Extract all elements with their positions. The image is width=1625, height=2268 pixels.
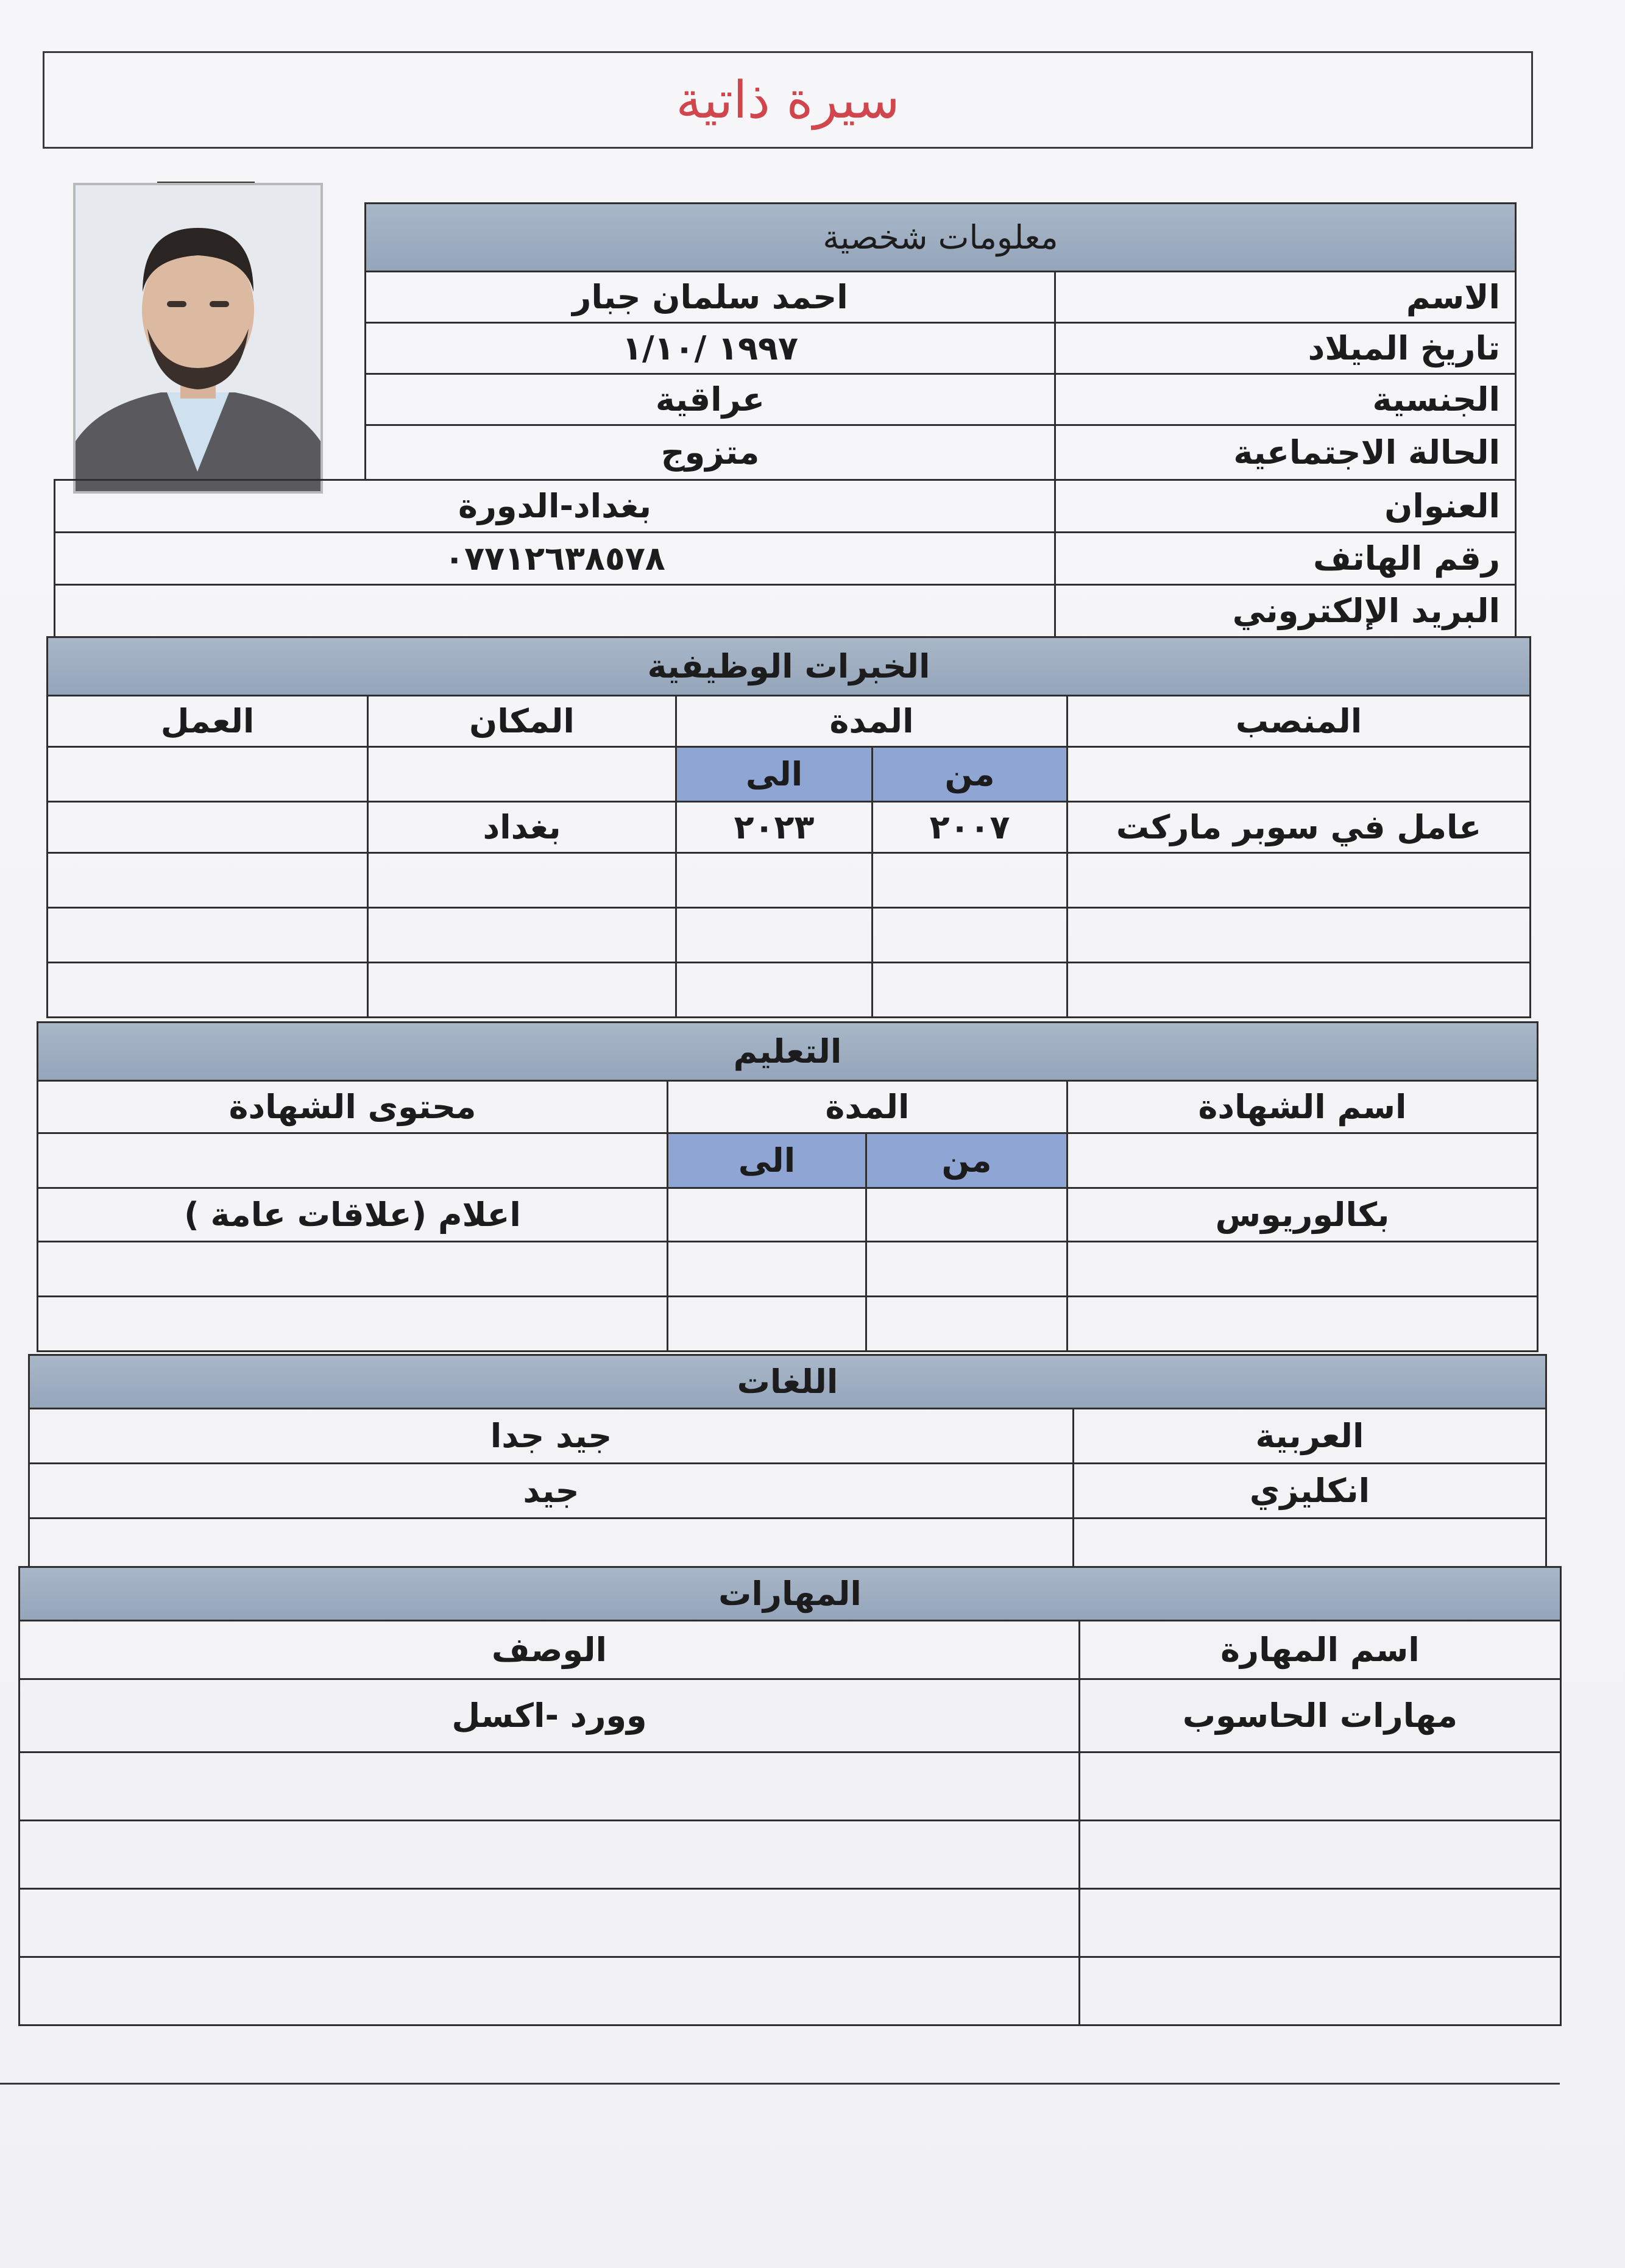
from-value: ٢٠٠٧: [873, 802, 1067, 853]
table-cell: [1080, 1889, 1561, 1957]
table-row: [48, 853, 1531, 908]
col-duration: المدة: [676, 696, 1067, 747]
cv-title: سيرة ذاتية: [676, 70, 900, 130]
table-cell: [1067, 963, 1531, 1018]
from-value: [866, 1188, 1067, 1242]
birthdate-label: تاريخ الميلاد: [1055, 323, 1516, 374]
table-cell: [38, 1133, 668, 1188]
table-cell: [48, 853, 368, 908]
table-cell: [668, 1297, 866, 1352]
table-cell: [1074, 1518, 1546, 1573]
phone-label: رقم الهاتف: [1055, 533, 1516, 585]
table-row: [19, 1889, 1561, 1957]
experience-header: الخبرات الوظيفية: [48, 637, 1531, 696]
personal-info-table: [54, 202, 1517, 638]
table-row: [48, 802, 1531, 853]
to-value: [668, 1188, 866, 1242]
birthdate-value: ١٩٩٧ /١/١٠: [366, 323, 1055, 374]
address-value: بغداد-الدورة: [55, 480, 1055, 533]
table-row: [29, 1464, 1546, 1518]
table-cell: [873, 963, 1067, 1018]
table-cell: [676, 963, 873, 1018]
table-cell: [668, 1242, 866, 1297]
col-duration: المدة: [668, 1081, 1067, 1133]
personal-info-header: معلومات شخصية: [366, 204, 1516, 272]
content-value: اعلام (علاقات عامة ): [38, 1188, 668, 1242]
photo-spacer: [55, 374, 366, 425]
title-box: [43, 51, 1533, 149]
table-cell: [873, 853, 1067, 908]
table-cell: [38, 1242, 668, 1297]
language-level: جيد جدا: [29, 1409, 1074, 1464]
table-row: [19, 1679, 1561, 1752]
nationality-label: الجنسية: [1055, 374, 1516, 425]
table-row: [29, 1409, 1546, 1464]
table-cell: [19, 1957, 1080, 2025]
skills-header: المهارات: [19, 1567, 1561, 1621]
to-value: ٢٠٢٣: [676, 802, 873, 853]
table-cell: [1067, 1242, 1538, 1297]
language-name: انكليزي: [1074, 1464, 1546, 1518]
degree-value: بكالوريوس: [1067, 1188, 1538, 1242]
table-cell: [19, 1821, 1080, 1889]
table-row: [38, 1188, 1538, 1242]
name-value: احمد سلمان جبار: [366, 272, 1055, 323]
table-cell: [48, 747, 368, 802]
table-cell: [368, 747, 676, 802]
table-cell: [1067, 1297, 1538, 1352]
table-cell: [368, 853, 676, 908]
education-header: التعليم: [38, 1022, 1538, 1081]
col-from: من: [873, 747, 1067, 802]
table-cell: [48, 908, 368, 963]
name-label: الاسم: [1055, 272, 1516, 323]
table-cell: [676, 853, 873, 908]
table-row: [19, 1957, 1561, 2025]
table-cell: [1067, 747, 1531, 802]
table-cell: [48, 963, 368, 1018]
table-cell: [866, 1297, 1067, 1352]
table-cell: [19, 1752, 1080, 1821]
table-cell: [1080, 1821, 1561, 1889]
bottom-rule: [0, 2083, 1560, 2085]
col-skill-desc: الوصف: [19, 1621, 1080, 1679]
col-degree: اسم الشهادة: [1067, 1081, 1538, 1133]
col-from: من: [866, 1133, 1067, 1188]
table-cell: [866, 1242, 1067, 1297]
col-skill-name: اسم المهارة: [1080, 1621, 1561, 1679]
table-cell: [38, 1297, 668, 1352]
col-place: المكان: [368, 696, 676, 747]
table-cell: [19, 1889, 1080, 1957]
languages-header: اللغات: [29, 1355, 1546, 1409]
skills-table: [18, 1566, 1562, 2026]
table-row: [19, 1821, 1561, 1889]
table-row: [19, 1752, 1561, 1821]
marital-status-label: الحالة الاجتماعية: [1055, 425, 1516, 480]
work-value: [48, 802, 368, 853]
position-value: عامل في سوبر ماركت: [1067, 802, 1531, 853]
table-cell: [873, 908, 1067, 963]
table-row: [38, 1242, 1538, 1297]
col-work: العمل: [48, 696, 368, 747]
col-content: محتوى الشهادة: [38, 1081, 668, 1133]
photo-spacer: [55, 204, 366, 272]
experience-table: [46, 636, 1531, 1018]
table-row: [29, 1518, 1546, 1573]
table-cell: [1067, 908, 1531, 963]
languages-table: [28, 1354, 1547, 1574]
table-cell: [368, 908, 676, 963]
education-table: [37, 1021, 1538, 1352]
table-row: [48, 908, 1531, 963]
table-cell: [1080, 1752, 1561, 1821]
photo-spacer: [55, 425, 366, 480]
place-value: بغداد: [368, 802, 676, 853]
nationality-value: عراقية: [366, 374, 1055, 425]
table-cell: [1080, 1957, 1561, 2025]
col-to: الى: [668, 1133, 866, 1188]
marital-status-value: متزوج: [366, 425, 1055, 480]
skill-desc: وورد -اكسل: [19, 1679, 1080, 1752]
col-to: الى: [676, 747, 873, 802]
email-label: البريد الإلكتروني: [1055, 585, 1516, 637]
language-level: جيد: [29, 1464, 1074, 1518]
address-label: العنوان: [1055, 480, 1516, 533]
table-row: [38, 1297, 1538, 1352]
skill-name: مهارات الحاسوب: [1080, 1679, 1561, 1752]
table-row: [48, 963, 1531, 1018]
table-cell: [676, 908, 873, 963]
photo-spacer: [55, 323, 366, 374]
col-position: المنصب: [1067, 696, 1531, 747]
table-cell: [1067, 853, 1531, 908]
language-name: العربية: [1074, 1409, 1546, 1464]
email-value: [55, 585, 1055, 637]
table-cell: [1067, 1133, 1538, 1188]
table-cell: [29, 1518, 1074, 1573]
phone-value: ٠٧٧١٢٦٣٨٥٧٨: [55, 533, 1055, 585]
table-cell: [368, 963, 676, 1018]
photo-spacer: [55, 272, 366, 323]
